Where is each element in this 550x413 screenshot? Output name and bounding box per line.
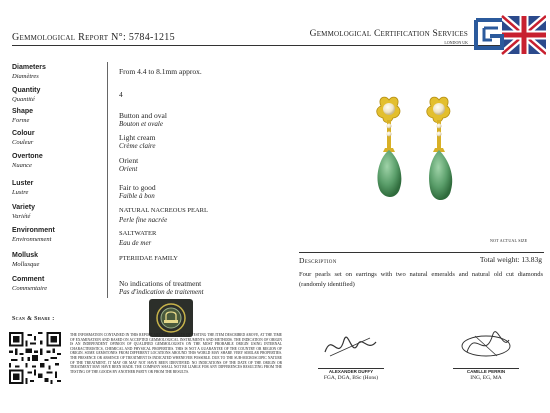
value: Light cream	[119, 133, 156, 142]
left-earring	[377, 97, 402, 197]
label: Diameters	[12, 64, 46, 71]
hologram-seal-icon	[148, 298, 194, 338]
label-fr: Couleur	[12, 139, 34, 146]
value-fr: Faible à bon	[119, 192, 155, 200]
label-fr: Forme	[12, 117, 30, 124]
value-fr: Bouton et ovale	[119, 120, 163, 128]
value-fr: Orient	[119, 165, 138, 173]
label: Variety	[12, 204, 35, 211]
label-fr: Lustre	[12, 189, 29, 196]
value-fr: Perle fine nacrée	[119, 216, 168, 224]
label: Comment	[12, 276, 45, 283]
total-weight: Total weight: 13.83g	[479, 255, 542, 264]
value: NATURAL NACREOUS PEARL	[119, 207, 208, 214]
label: Luster	[12, 180, 34, 187]
label: Shape	[12, 108, 34, 115]
gcs-logo	[472, 14, 546, 56]
qr-code-icon[interactable]	[9, 332, 61, 384]
org-header	[292, 29, 468, 45]
label: Environment	[12, 227, 55, 234]
org-name: Gemmological Certification Services	[309, 29, 468, 39]
right-earring	[427, 97, 453, 200]
value: Button and oval	[119, 111, 167, 120]
label: Mollusk	[12, 252, 39, 259]
value: No indications of treatment	[119, 279, 202, 288]
earrings-image	[371, 92, 461, 222]
not-actual-size-note: NOT ACTUAL SIZE	[490, 238, 528, 243]
value: PTERIIDAE FAMILY	[119, 255, 178, 262]
label-fr: Diamètres	[12, 73, 39, 80]
value-fr: Eau de mer	[119, 239, 152, 247]
value: SALTWATER	[119, 230, 157, 237]
column-divider	[107, 62, 108, 298]
label-fr: Nuance	[12, 162, 32, 169]
value: From 4.4 to 8.1mm approx.	[119, 67, 202, 76]
label: Overtone	[12, 153, 43, 160]
org-location: LONDON UK	[444, 40, 468, 45]
value-fr: Pas d'indication de traitement	[119, 288, 204, 296]
value: Orient	[119, 156, 139, 165]
scan-share-label: Scan & Share :	[12, 316, 55, 322]
signature-2-icon	[455, 322, 517, 372]
signer-1-credentials: FGA, DGA, BSc (Hons)	[323, 375, 379, 381]
report-title: Gemmological Report N°: 5784-1215	[12, 32, 175, 43]
value-fr: Crème claire	[119, 142, 156, 150]
label-fr: Variété	[12, 213, 31, 220]
value: 4	[119, 90, 123, 99]
description-divider	[299, 252, 544, 253]
label: Quantity	[12, 87, 41, 94]
disclaimer-text: THE INFORMATION CONTAINED IN THIS REPORT ARE THE RESULTS OF TESTING THE ITEM DESCRIBED ABOVE, AT THE TIME OF EXAMINATION AND BASED ON ACCEPTED GEMMOLOGICAL INSTRUMENTS AND METHODS. THE INDICATION OF ORIGIN IS AN INDEPENDENT OPINION OF QUALIFIED GEMMOLOGISTS ON THE MOST PROBABLE ORIGIN USING INTERNAL CHARACTERISTICS, CHEMICAL AND PHYSICAL PROPERTIES. THIS IS NOT A GUARANTEE OF THE COUNTRY OR REGION OF ORIGIN. SOME GEMSTONES FROM DIFFERENT LOCATIONS AROUND THIS WORLD MAY SHARE VERY SIMILAR PROPERTIES. THE PRESENCE OR ABSENCE OF TREATMENT IS INDICATED WHENEVER POSSIBLE. DUE TO THE SUB-MICROSCOPIC NATURE OF THE TREATMENT, IT MAY OR MAY NOT HAVE BEEN IDENTIFIED. NO INDICATIONS OF THE DATE OF THE ORIGIN OR TREATMENT MAY HAVE BEEN MADE. THE COMPANY SHALL NOT BE LIABLE FOR ANY DIFFERENCES RESULTING FROM THE TESTING OF THE GOODS BY ANOTHER PARTY OR FROM THE RESULTS.	[70, 333, 282, 374]
signature-1-icon	[320, 322, 382, 372]
value: Fair to good	[119, 183, 156, 192]
signer-1-name: ALEXANDER DUFFY	[328, 369, 374, 374]
description-title: Description	[299, 256, 337, 265]
signer-2-name: CAMILLE PERRIN	[466, 369, 506, 374]
label: Colour	[12, 130, 35, 137]
header-divider	[12, 45, 544, 46]
signer-2-credentials: ING, EG, MA	[470, 375, 502, 381]
uk-flag-icon	[502, 16, 546, 54]
label-fr: Mollusque	[12, 261, 40, 268]
label-fr: Quantité	[12, 96, 35, 103]
label-fr: Commentaire	[12, 285, 48, 292]
label-fr: Environnement	[12, 236, 52, 243]
description-text: Four pearls set on earrings with two natural emeralds and natural old cut diamonds (randomly identified)	[299, 271, 543, 288]
